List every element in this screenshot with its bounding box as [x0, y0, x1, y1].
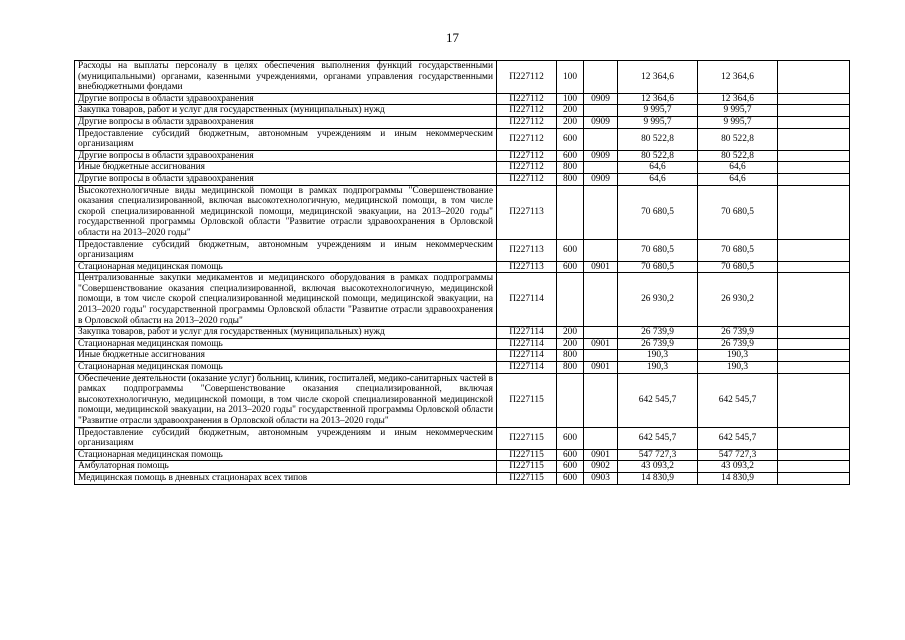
- row-section: 0901: [584, 449, 618, 461]
- table-row: [75, 239, 850, 261]
- row-expense-type: 600: [557, 150, 584, 162]
- row-amount-2: 80 522,8: [698, 150, 778, 162]
- row-code: П227114: [497, 273, 557, 327]
- row-extra: [778, 327, 850, 339]
- table-row: [75, 350, 850, 362]
- row-expense-type: 800: [557, 162, 584, 174]
- row-section: [584, 128, 618, 150]
- row-expense-type: 200: [557, 327, 584, 339]
- row-amount-2: 12 364,6: [698, 93, 778, 105]
- row-extra: [778, 273, 850, 327]
- row-description: Другие вопросы в области здравоохранения: [75, 116, 497, 128]
- row-code: П227115: [497, 472, 557, 484]
- row-section: [584, 185, 618, 239]
- row-amount-2: 80 522,8: [698, 128, 778, 150]
- row-amount-2: 70 680,5: [698, 239, 778, 261]
- row-code: П227114: [497, 362, 557, 374]
- row-section: [584, 239, 618, 261]
- row-extra: [778, 173, 850, 185]
- row-extra: [778, 461, 850, 473]
- row-extra: [778, 449, 850, 461]
- row-section: 0901: [584, 362, 618, 374]
- table-row: [75, 338, 850, 350]
- page-number: 17: [446, 30, 459, 45]
- table-row: [75, 93, 850, 105]
- row-expense-type: 600: [557, 128, 584, 150]
- row-description: Иные бюджетные ассигнования: [75, 162, 497, 174]
- row-description: Другие вопросы в области здравоохранения: [75, 93, 497, 105]
- table-row: [75, 261, 850, 273]
- row-description: Обеспечение деятельности (оказание услуг) больниц, клиник, госпиталей, медико-санитарных частей в рамках подпрограммы "Совершенствование оказания специализированной, включая высокотехнологичную, медицинской помощи, в том числе скорой специализированной медицинской помощи, медицинской эвакуации, на 2013–2020 годы" государственной программы Орловской области "Развитие отрасли здравоохранения в Орловской области на 2013–2020 годы": [75, 373, 497, 427]
- row-amount-2: 190,3: [698, 362, 778, 374]
- row-code: П227112: [497, 93, 557, 105]
- row-amount-1: 14 830,9: [618, 472, 698, 484]
- row-extra: [778, 185, 850, 239]
- row-code: П227112: [497, 150, 557, 162]
- row-extra: [778, 427, 850, 449]
- row-amount-2: 26 930,2: [698, 273, 778, 327]
- row-extra: [778, 472, 850, 484]
- row-code: П227115: [497, 461, 557, 473]
- row-extra: [778, 362, 850, 374]
- table-row: [75, 173, 850, 185]
- row-expense-type: 100: [557, 61, 584, 94]
- row-description: Амбулаторная помощь: [75, 461, 497, 473]
- table-row: [75, 273, 850, 327]
- row-amount-2: 9 995,7: [698, 116, 778, 128]
- row-expense-type: 600: [557, 449, 584, 461]
- row-extra: [778, 338, 850, 350]
- row-code: П227115: [497, 373, 557, 427]
- row-code: П227114: [497, 327, 557, 339]
- row-amount-2: 547 727,3: [698, 449, 778, 461]
- table-row: [75, 327, 850, 339]
- row-amount-2: 70 680,5: [698, 261, 778, 273]
- row-amount-2: 9 995,7: [698, 105, 778, 117]
- row-expense-type: 600: [557, 239, 584, 261]
- row-expense-type: 100: [557, 93, 584, 105]
- row-section: [584, 427, 618, 449]
- row-description: Стационарная медицинская помощь: [75, 449, 497, 461]
- row-amount-1: 26 739,9: [618, 327, 698, 339]
- row-amount-1: 64,6: [618, 173, 698, 185]
- row-description: Иные бюджетные ассигнования: [75, 350, 497, 362]
- row-amount-1: 80 522,8: [618, 150, 698, 162]
- row-expense-type: 800: [557, 173, 584, 185]
- row-description: Медицинская помощь в дневных стационарах всех типов: [75, 472, 497, 484]
- row-amount-2: 190,3: [698, 350, 778, 362]
- row-section: [584, 350, 618, 362]
- row-amount-2: 70 680,5: [698, 185, 778, 239]
- row-expense-type: [557, 185, 584, 239]
- row-expense-type: 800: [557, 350, 584, 362]
- row-section: 0901: [584, 261, 618, 273]
- row-description: Предоставление субсидий бюджетным, автономным учреждениям и иным некоммерческим организациям: [75, 427, 497, 449]
- row-description: Стационарная медицинская помощь: [75, 261, 497, 273]
- row-extra: [778, 150, 850, 162]
- row-section: [584, 162, 618, 174]
- row-section: 0903: [584, 472, 618, 484]
- table-row: [75, 61, 850, 94]
- row-section: 0909: [584, 116, 618, 128]
- row-extra: [778, 373, 850, 427]
- row-description: Централизованные закупки медикаментов и медицинского оборудования в рамках подпрограммы "Совершенствование оказания специализированной, включая высокотехнологичную, медицинской помощи, в том числе скорой специализированной медицинской помощи, медицинской эвакуации, на 2013–2020 годы" государственной программы Орловской области "Развитие отрасли здравоохранения в Орловской области на 2013–2020 годы": [75, 273, 497, 327]
- row-extra: [778, 61, 850, 94]
- row-amount-1: 26 930,2: [618, 273, 698, 327]
- row-section: [584, 61, 618, 94]
- table-row: [75, 362, 850, 374]
- row-code: П227113: [497, 185, 557, 239]
- row-amount-2: 64,6: [698, 173, 778, 185]
- row-extra: [778, 162, 850, 174]
- row-description: Другие вопросы в области здравоохранения: [75, 173, 497, 185]
- row-description: Стационарная медицинская помощь: [75, 338, 497, 350]
- row-section: 0902: [584, 461, 618, 473]
- row-extra: [778, 350, 850, 362]
- table-row: [75, 150, 850, 162]
- row-expense-type: 600: [557, 261, 584, 273]
- row-code: П227113: [497, 239, 557, 261]
- row-section: [584, 273, 618, 327]
- row-amount-2: 26 739,9: [698, 338, 778, 350]
- row-amount-1: 64,6: [618, 162, 698, 174]
- row-amount-2: 642 545,7: [698, 427, 778, 449]
- row-section: 0909: [584, 93, 618, 105]
- row-amount-1: 70 680,5: [618, 185, 698, 239]
- row-description: Предоставление субсидий бюджетным, автономным учреждениям и иным некоммерческим организациям: [75, 239, 497, 261]
- row-code: П227115: [497, 449, 557, 461]
- table-row: [75, 449, 850, 461]
- row-expense-type: 600: [557, 461, 584, 473]
- table-row: [75, 461, 850, 473]
- row-amount-1: 43 093,2: [618, 461, 698, 473]
- row-description: Высокотехнологичные виды медицинской помощи в рамках подпрограммы "Совершенствование оказания специализированной, включая высокотехнологичную, медицинской помощи, в том числе скорой специализированной медицинской помощи, медицинской эвакуации, на 2013–2020 годы" государственной программы Орловской области "Развитие отрасли здравоохранения в Орловской области на 2013–2020 годы": [75, 185, 497, 239]
- row-section: 0909: [584, 150, 618, 162]
- row-code: П227112: [497, 61, 557, 94]
- row-code: П227114: [497, 338, 557, 350]
- row-amount-1: 70 680,5: [618, 261, 698, 273]
- row-description: Закупка товаров, работ и услуг для государственных (муниципальных) нужд: [75, 105, 497, 117]
- row-description: Другие вопросы в области здравоохранения: [75, 150, 497, 162]
- row-extra: [778, 239, 850, 261]
- row-amount-2: 12 364,6: [698, 61, 778, 94]
- row-amount-2: 64,6: [698, 162, 778, 174]
- row-section: [584, 373, 618, 427]
- row-amount-1: 642 545,7: [618, 373, 698, 427]
- row-section: [584, 327, 618, 339]
- row-amount-1: 190,3: [618, 362, 698, 374]
- table-row: [75, 128, 850, 150]
- row-description: Расходы на выплаты персоналу в целях обеспечения выполнения функций государственными (муниципальными) органами, казенными учреждениями, органами управления государственными внебюджетными фондами: [75, 61, 497, 94]
- row-amount-1: 26 739,9: [618, 338, 698, 350]
- row-extra: [778, 261, 850, 273]
- row-code: П227112: [497, 173, 557, 185]
- row-amount-1: 9 995,7: [618, 105, 698, 117]
- row-section: 0901: [584, 338, 618, 350]
- table-row: [75, 472, 850, 484]
- table-row: [75, 105, 850, 117]
- row-code: П227114: [497, 350, 557, 362]
- row-amount-2: 642 545,7: [698, 373, 778, 427]
- row-expense-type: [557, 373, 584, 427]
- row-code: П227112: [497, 162, 557, 174]
- row-amount-1: 70 680,5: [618, 239, 698, 261]
- row-code: П227112: [497, 105, 557, 117]
- row-extra: [778, 93, 850, 105]
- row-expense-type: [557, 273, 584, 327]
- row-code: П227115: [497, 427, 557, 449]
- table-row: [75, 373, 850, 427]
- row-amount-2: 43 093,2: [698, 461, 778, 473]
- row-extra: [778, 116, 850, 128]
- row-extra: [778, 105, 850, 117]
- row-amount-1: 12 364,6: [618, 93, 698, 105]
- row-amount-1: 12 364,6: [618, 61, 698, 94]
- table-row: [75, 116, 850, 128]
- row-expense-type: 200: [557, 116, 584, 128]
- table-row: [75, 162, 850, 174]
- row-amount-1: 9 995,7: [618, 116, 698, 128]
- budget-table: [74, 60, 850, 485]
- row-amount-2: 26 739,9: [698, 327, 778, 339]
- row-description: Закупка товаров, работ и услуг для государственных (муниципальных) нужд: [75, 327, 497, 339]
- row-expense-type: 600: [557, 427, 584, 449]
- row-section: [584, 105, 618, 117]
- table-row: [75, 427, 850, 449]
- row-expense-type: 800: [557, 362, 584, 374]
- row-amount-2: 14 830,9: [698, 472, 778, 484]
- row-amount-1: 642 545,7: [618, 427, 698, 449]
- table-row: [75, 185, 850, 239]
- row-amount-1: 80 522,8: [618, 128, 698, 150]
- row-code: П227112: [497, 128, 557, 150]
- row-expense-type: 200: [557, 338, 584, 350]
- row-description: Предоставление субсидий бюджетным, автономным учреждениям и иным некоммерческим организациям: [75, 128, 497, 150]
- row-expense-type: 600: [557, 472, 584, 484]
- row-code: П227112: [497, 116, 557, 128]
- row-section: 0909: [584, 173, 618, 185]
- row-expense-type: 200: [557, 105, 584, 117]
- row-extra: [778, 128, 850, 150]
- row-description: Стационарная медицинская помощь: [75, 362, 497, 374]
- row-amount-1: 190,3: [618, 350, 698, 362]
- row-amount-1: 547 727,3: [618, 449, 698, 461]
- row-code: П227113: [497, 261, 557, 273]
